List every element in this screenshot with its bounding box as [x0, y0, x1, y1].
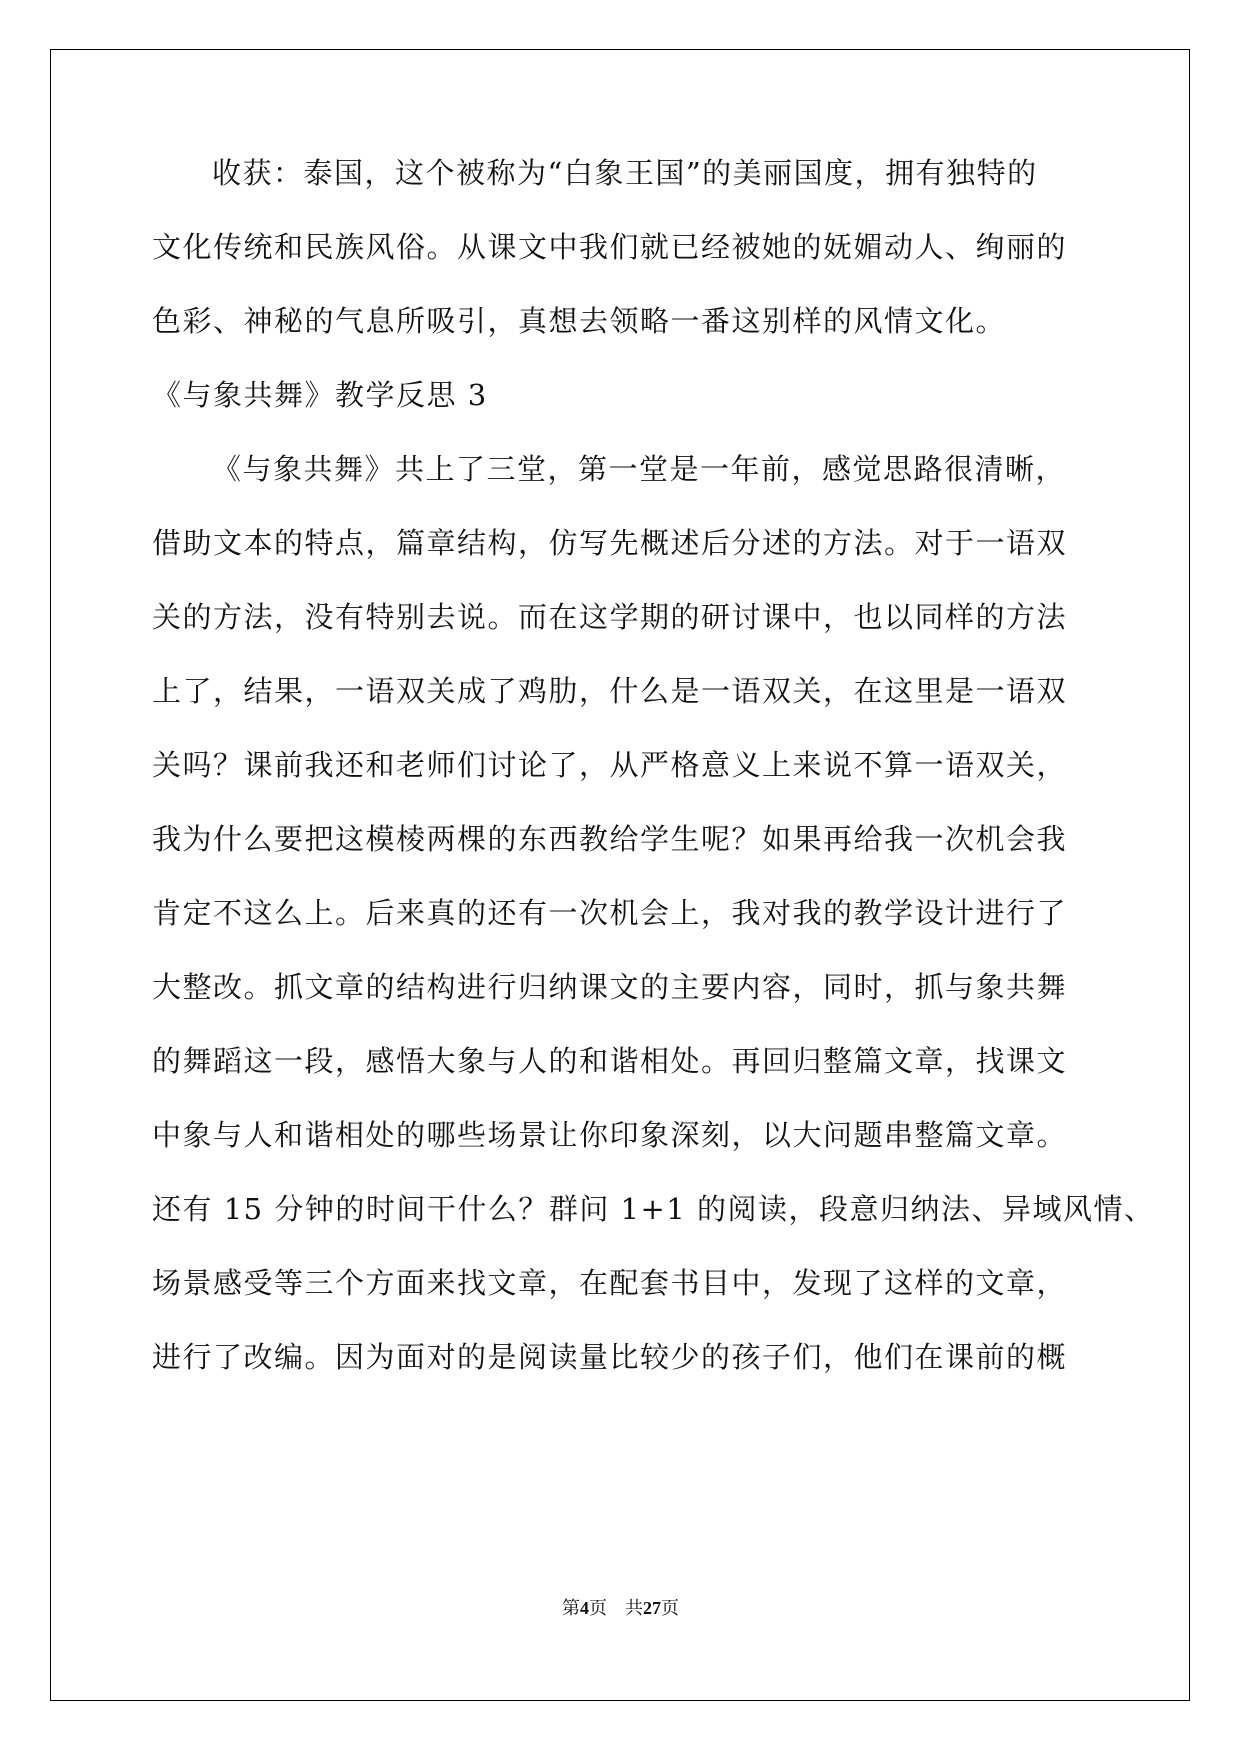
- paragraph-line: 文化传统和民族风俗。从课文中我们就已经被她的妩媚动人、绚丽的: [152, 230, 1068, 264]
- paragraph-line: 关的方法，没有特别去说。而在这学期的研讨课中，也以同样的方法: [152, 600, 1068, 634]
- paragraph-line: 肯定不这么上。后来真的还有一次机会上，我对我的教学设计进行了: [152, 896, 1068, 930]
- current-page-number: 4: [580, 1598, 589, 1618]
- paragraph-line: 我为什么要把这模棱两棵的东西教给学生呢？如果再给我一次机会我: [152, 822, 1068, 856]
- paragraph-line: 大整改。抓文章的结构进行归纳课文的主要内容，同时，抓与象共舞: [152, 970, 1068, 1004]
- paragraph-line: 借助文本的特点，篇章结构，仿写先概述后分述的方法。对于一语双: [152, 526, 1068, 560]
- paragraph-line: 的舞蹈这一段，感悟大象与人的和谐相处。再回归整篇文章，找课文: [152, 1044, 1068, 1078]
- paragraph-line: 中象与人和谐相处的哪些场景让你印象深刻，以大问题串整篇文章。: [152, 1118, 1068, 1152]
- paragraph-line: 场景感受等三个方面来找文章，在配套书目中，发现了这样的文章，: [152, 1266, 1068, 1300]
- paragraph-line: 进行了改编。因为面对的是阅读量比较少的孩子们，他们在课前的概: [152, 1340, 1068, 1374]
- footer-middle: 页 共: [589, 1598, 643, 1618]
- paragraph-line: 收获：泰国，这个被称为“白象王国”的美丽国度，拥有独特的: [212, 156, 1038, 190]
- paragraph-line: 上了，结果，一语双关成了鸡肋，什么是一语双关，在这里是一语双: [152, 674, 1068, 708]
- page-border: [50, 49, 1190, 1701]
- paragraph-line: 还有 15 分钟的时间干什么？群问 1+1 的阅读，段意归纳法、异域风情、: [152, 1192, 1155, 1226]
- page-footer: [0, 1594, 1241, 1620]
- footer-suffix: 页: [661, 1598, 679, 1618]
- total-page-number: 27: [643, 1598, 661, 1618]
- paragraph-line: 色彩、神秘的气息所吸引，真想去领略一番这别样的风情文化。: [152, 304, 1007, 338]
- paragraph-line: 《与象共舞》共上了三堂，第一堂是一年前，感觉思路很清晰，: [212, 452, 1067, 486]
- section-heading: 《与象共舞》教学反思 3: [152, 378, 488, 412]
- footer-prefix: 第: [562, 1598, 580, 1618]
- paragraph-line: 关吗？课前我还和老师们讨论了，从严格意义上来说不算一语双关，: [152, 748, 1068, 782]
